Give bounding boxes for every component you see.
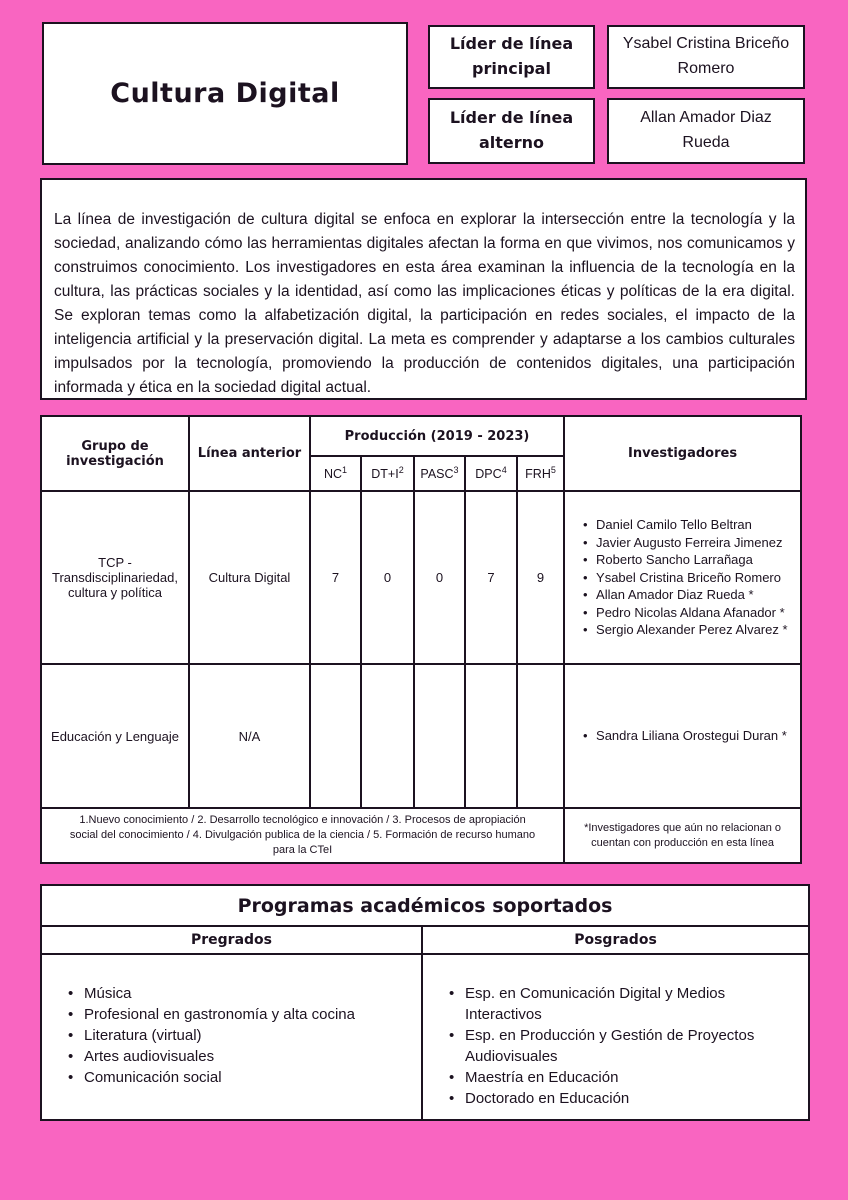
col-header-previous-line: Línea anterior <box>189 416 310 491</box>
list-item: • Daniel Camilo Tello Beltran <box>581 516 794 534</box>
list-item: • Doctorado en Educación <box>447 1088 794 1109</box>
leader-principal-role: Líder de línea principal <box>449 34 574 78</box>
table-row <box>41 664 801 808</box>
col-header-frh-sup: 5 <box>550 465 556 476</box>
group-cell: Educación y Lenguaje <box>41 664 189 808</box>
list-item: • Artes audiovisuales <box>66 1046 407 1067</box>
description-panel <box>40 178 807 400</box>
list-item: • Comunicación social <box>66 1067 407 1088</box>
col-header-pasc-label: PASC <box>420 467 454 482</box>
nc-value: 7 <box>310 491 361 664</box>
posgrados-list <box>447 983 794 1109</box>
group-cell: TCP - Transdisciplinariedad, cultura y política <box>41 491 189 664</box>
footnote-legend: 1.Nuevo conocimiento / 2. Desarrollo tecnológico e innovación / 3. Procesos de apropiación social del conocimiento / 4. Divulgación publica de la ciencia / 5. Formación de recurso humano para la CTeI <box>41 808 564 863</box>
leader-alterno-label <box>428 98 595 164</box>
col-header-production: Producción (2019 - 2023) <box>310 416 564 456</box>
col-header-dti <box>361 456 414 491</box>
dti-value: 0 <box>361 491 414 664</box>
col-header-investigators: Investigadores <box>564 416 801 491</box>
leader-alterno-name-panel <box>607 98 805 164</box>
posgrados-cell <box>422 954 809 1120</box>
previous-line-cell: Cultura Digital <box>189 491 310 664</box>
list-item: • Esp. en Comunicación Digital y Medios Interactivos <box>447 983 794 1025</box>
list-item: • Sandra Liliana Orostegui Duran * <box>581 727 794 745</box>
investigators-list <box>581 727 794 745</box>
list-item: • Literatura (virtual) <box>66 1025 407 1046</box>
col-header-nc-sup: 1 <box>342 465 348 476</box>
pregrados-list <box>66 983 407 1088</box>
list-item: • Ysabel Cristina Briceño Romero <box>581 569 794 587</box>
leader-principal-name: Ysabel Cristina Briceño Romero <box>622 35 790 77</box>
col-header-dti-sup: 2 <box>398 465 404 476</box>
list-item: • Profesional en gastronomía y alta cocina <box>66 1004 407 1025</box>
col-header-group: Grupo de investigación <box>41 416 189 491</box>
list-item: • Roberto Sancho Larrañaga <box>581 551 794 569</box>
col-header-pasc <box>414 456 465 491</box>
page-title: Cultura Digital <box>110 78 340 109</box>
dti-value <box>361 664 414 808</box>
investigators-list <box>581 516 794 639</box>
nc-value <box>310 664 361 808</box>
col-header-nc-label: NC <box>323 467 343 482</box>
posgrados-header: Posgrados <box>422 926 809 954</box>
col-header-nc <box>310 456 361 491</box>
frh-value: 9 <box>517 491 564 664</box>
list-item: • Pedro Nicolas Aldana Afanador * <box>581 604 794 622</box>
programs-table <box>40 884 810 1121</box>
col-header-dti-label: DT+I <box>371 467 399 482</box>
programs-title: Programas académicos soportados <box>41 885 809 926</box>
col-header-dpc-sup: 4 <box>501 465 507 476</box>
list-item: • Javier Augusto Ferreira Jimenez <box>581 534 794 552</box>
line-title-panel <box>42 22 408 165</box>
list-item: • Sergio Alexander Perez Alvarez * <box>581 621 794 639</box>
leader-principal-name-panel <box>607 25 805 89</box>
research-table <box>40 415 802 864</box>
pasc-value: 0 <box>414 491 465 664</box>
pregrados-cell <box>41 954 422 1120</box>
description-text: La línea de investigación de cultura digital se enfoca en explorar la intersección entre la tecnología y la sociedad, analizando cómo las herramientas digitales afectan la forma en que vivimos, nos comunicamos y construimos conocimiento. Los investigadores en esta área examinan la influencia de la tecnología en la cultura, las prácticas sociales y la identidad, así como las implicaciones éticas y políticas de la era digital. Se exploran temas como la alfabetización digital, la participación en redes sociales, el impacto de la inteligencia artificial y la preservación digital. La meta es comprender y adaptarse a los cambios culturales impulsados por la tecnología, promoviendo la producción de contenidos digitales, una participación informada y ética en la sociedad digital actual. <box>54 211 795 396</box>
col-header-pasc-sup: 3 <box>453 465 459 476</box>
leader-alterno-role: Líder de línea alterno <box>449 108 574 152</box>
table-row <box>41 491 801 664</box>
frh-value <box>517 664 564 808</box>
footnote-row <box>41 808 801 863</box>
investigators-cell <box>564 664 801 808</box>
list-item: • Allan Amador Diaz Rueda * <box>581 586 794 604</box>
list-item: • Maestría en Educación <box>447 1067 794 1088</box>
footnote-asterisk: *Investigadores que aún no relacionan o cuentan con producción en esta línea <box>564 808 801 863</box>
col-header-frh-label: FRH <box>525 467 551 482</box>
list-item: • Esp. en Producción y Gestión de Proyectos Audiovisuales <box>447 1025 794 1067</box>
col-header-dpc-label: DPC <box>475 467 502 482</box>
list-item: • Música <box>66 983 407 1004</box>
leader-principal-label <box>428 25 595 89</box>
previous-line-cell: N/A <box>189 664 310 808</box>
pasc-value <box>414 664 465 808</box>
dpc-value <box>465 664 517 808</box>
dpc-value: 7 <box>465 491 517 664</box>
pregrados-header: Pregrados <box>41 926 422 954</box>
col-header-dpc <box>465 456 517 491</box>
investigators-cell <box>564 491 801 664</box>
leader-alterno-name: Allan Amador Diaz Rueda <box>640 109 772 151</box>
col-header-frh <box>517 456 564 491</box>
